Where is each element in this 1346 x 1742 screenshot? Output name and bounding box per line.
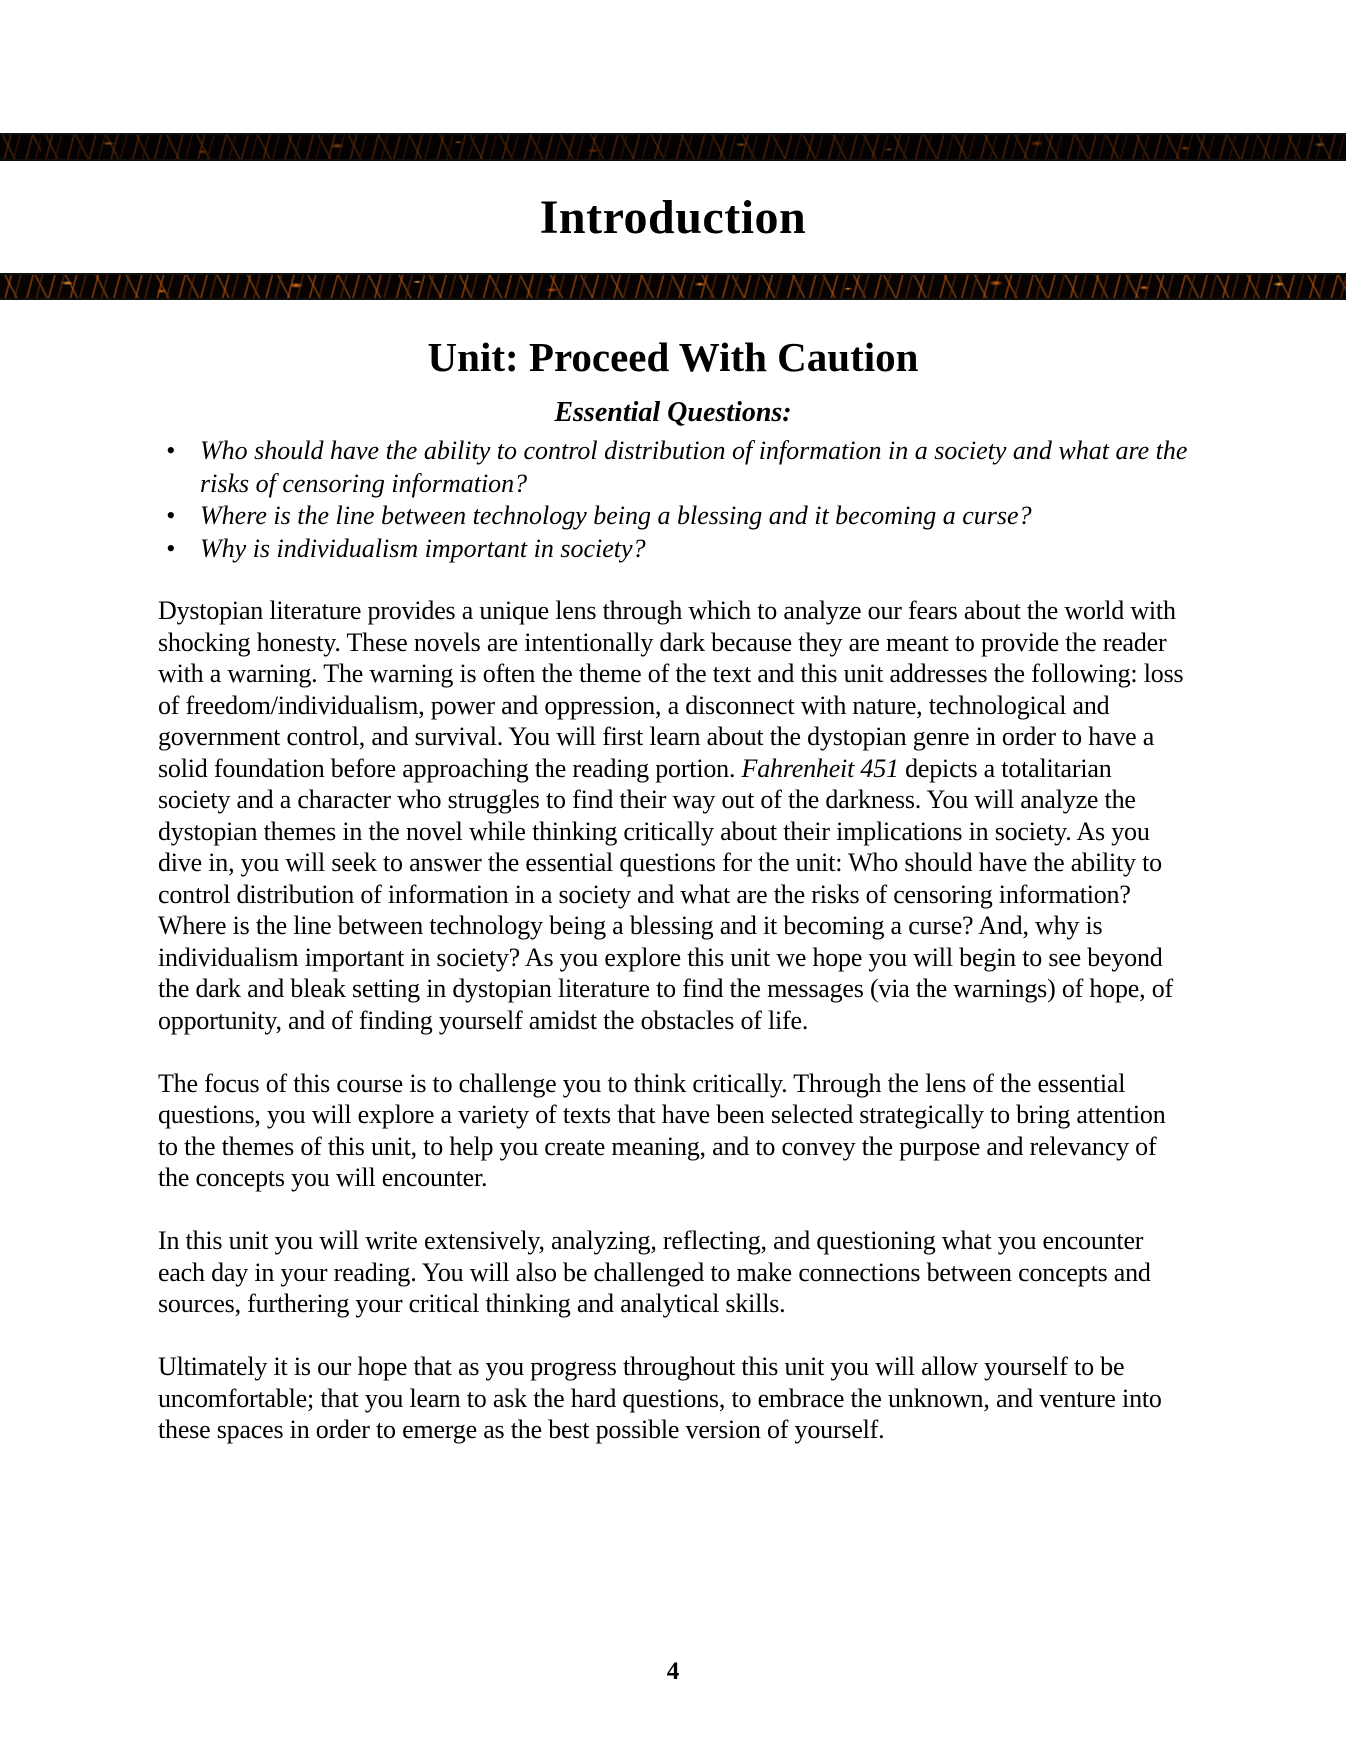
body-paragraph-1 [158,595,1188,1036]
body-paragraph-2: The focus of this course is to challenge you to think critically. Through the lens of the essential questions, you will explore a variety of texts that have been selected strategically to bring attention to the themes of this unit, to help you create meaning, and to convey the purpose and relevancy of the concepts you will encounter. [158,1068,1166,1192]
essential-question-item: • Who should have the ability to control distribution of information in a society and what are the risks of censoring information? [158,435,1188,500]
essential-question-item: • Where is the line between technology being a blessing and it becoming a curse? [158,500,1188,533]
unit-heading: Unit: Proceed With Caution [427,334,919,380]
essential-questions-list [158,435,1188,565]
body-paragraph-4: Ultimately it is our hope that as you progress throughout this unit you will allow yourself to be uncomfortable; that you learn to ask the hard questions, to embrace the unknown, and venture into these spaces in order to emerge as the best possible version of yourself. [158,1352,1162,1444]
essential-questions-label: Essential Questions: [554,397,792,428]
page-number: 4 [666,1658,680,1685]
ember-divider-bottom [0,273,1346,300]
page-title: Introduction [539,190,807,244]
ember-divider-top [0,133,1346,161]
essential-question-item: • Why is individualism important in society? [158,533,1188,566]
paragraph-1-text-after: depicts a totalitarian society and a character who struggles to find their way out of the darkness. You will analyze the dystopian themes in the novel while thinking critically about their implications in society. As you dive in, you will seek to answer the essential questions for the unit: Who should have the ability to control distribution of information in a society and what are the risks of censoring information? Where is the line between technology being a blessing and it becoming a curse? And, why is individualism important in society? As you explore this unit we hope you will begin to see beyond the dark and bleak setting in dystopian literature to find the messages (via the warnings) of hope, of opportunity, and of finding yourself amidst the obstacles of life. [158,753,1173,1035]
book-title-fahrenheit-451: Fahrenheit 451 [741,753,899,783]
content-column [158,333,1188,1446]
body-paragraph-3: In this unit you will write extensively, analyzing, reflecting, and questioning what you encounter each day in your reading. You will also be challenged to make connections between concepts and sources, furthering your critical thinking and analytical skills. [158,1226,1151,1318]
title-row [0,161,1346,273]
paragraph-1-text-before: Dystopian literature provides a unique lens through which to analyze our fears about the world with shocking honesty. These novels are intentionally dark because they are meant to provide the reader with a warning. The warning is often the theme of the text and this unit addresses the following: loss of freedom/individualism, power and oppression, a disconnect with nature, technological and government control, and survival. You will first learn about the dystopian genre in order to have a solid foundation before approaching the reading portion. [158,596,1184,783]
